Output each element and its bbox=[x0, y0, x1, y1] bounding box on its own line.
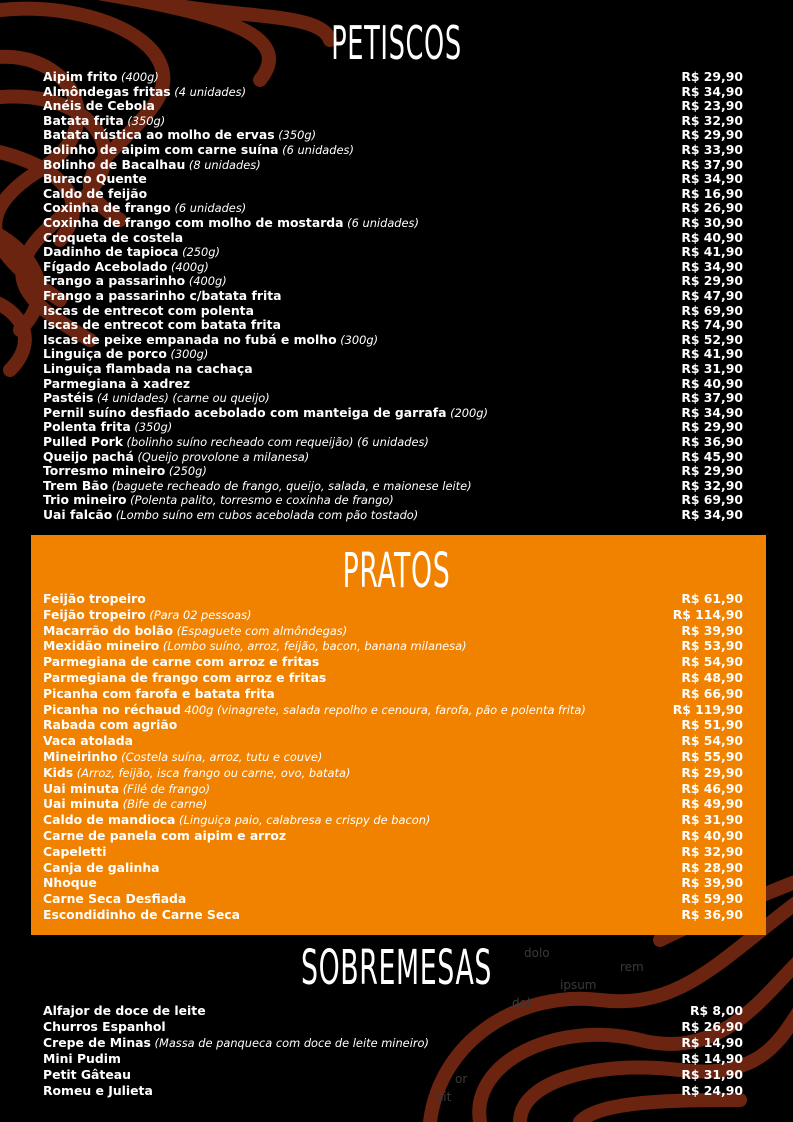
item-name-text: Frango a passarinho c/batata frita bbox=[43, 288, 282, 303]
menu-item-name bbox=[43, 1003, 206, 1019]
menu-item-name bbox=[43, 259, 209, 275]
item-name-text: Parmegiana de carne com arroz e fritas bbox=[43, 654, 320, 670]
menu-item-price: R$ 23,90 bbox=[681, 98, 743, 114]
menu-item bbox=[43, 733, 743, 749]
menu-item-name bbox=[43, 765, 350, 781]
item-note: (Polenta palito, torresmo e coxinha de frango) bbox=[126, 493, 394, 508]
menu-item-price: R$ 29,90 bbox=[681, 127, 743, 143]
menu-item-name bbox=[43, 812, 430, 828]
menu-item-name bbox=[43, 434, 429, 450]
menu-item-price: R$ 34,90 bbox=[681, 83, 743, 99]
item-name-text: Anéis de Cebola bbox=[43, 98, 155, 114]
menu-item bbox=[43, 749, 743, 765]
menu-item bbox=[43, 449, 743, 465]
menu-item-name bbox=[43, 84, 246, 100]
item-note: (Costela suína, arroz, tutu e couve) bbox=[117, 750, 323, 764]
menu-item-price: R$ 29,90 bbox=[681, 273, 743, 289]
menu-item bbox=[43, 127, 743, 143]
menu-item-price: R$ 69,90 bbox=[681, 302, 743, 318]
item-name-text: Aipim frito bbox=[43, 69, 118, 84]
item-name-text: Feijão tropeiro bbox=[43, 591, 146, 606]
item-name-text: Iscas de peixe empanada no fubá e molho bbox=[43, 331, 337, 347]
menu-item-name bbox=[43, 702, 586, 718]
menu-item-name bbox=[43, 860, 160, 876]
menu-item-price: R$ 31,90 bbox=[681, 1066, 743, 1082]
item-note: (6 unidades) bbox=[278, 143, 354, 157]
menu-item-price: R$ 40,90 bbox=[681, 828, 743, 843]
menu-item-price: R$ 26,90 bbox=[681, 1018, 743, 1034]
menu-item-price: R$ 41,90 bbox=[681, 244, 743, 260]
item-note: (6 unidades) bbox=[170, 201, 247, 216]
item-name-text: Parmegiana de frango com arroz e fritas bbox=[43, 670, 327, 685]
item-note: (350g) bbox=[274, 128, 317, 143]
menu-item-name bbox=[43, 127, 316, 143]
item-name-text: Uai minuta bbox=[43, 780, 120, 796]
item-note: (bolinho suíno recheado com requeijão) (6 unidades) bbox=[122, 435, 429, 449]
menu-item-name bbox=[43, 749, 322, 765]
menu-item bbox=[43, 1019, 743, 1035]
menu-item-price: R$ 66,90 bbox=[681, 685, 743, 701]
item-note: (Para 02 pessoas) bbox=[145, 607, 252, 622]
item-note: (8 unidades) bbox=[185, 157, 261, 172]
menu-item-price: R$ 40,90 bbox=[681, 375, 743, 391]
menu-item-name bbox=[43, 781, 210, 797]
item-name-text: Uai falcão bbox=[43, 507, 113, 522]
menu-item-name bbox=[43, 463, 207, 479]
menu-item bbox=[43, 171, 743, 187]
menu-item-price: R$ 53,90 bbox=[681, 638, 743, 654]
menu-item-name bbox=[43, 346, 208, 362]
menu-item bbox=[43, 781, 743, 797]
menu-item bbox=[43, 765, 743, 781]
menu-item-name bbox=[43, 654, 319, 670]
menu-item bbox=[43, 303, 743, 319]
item-note: (250g) bbox=[178, 245, 220, 260]
menu-item-price: R$ 29,90 bbox=[681, 463, 743, 479]
menu-item-name bbox=[43, 733, 133, 749]
menu-item bbox=[43, 686, 743, 702]
menu-item-name bbox=[43, 405, 488, 421]
item-name-text: Polenta frita bbox=[43, 419, 131, 435]
menu-item-price: R$ 32,90 bbox=[681, 112, 743, 128]
menu-item-price: R$ 36,90 bbox=[681, 907, 743, 922]
menu-item-name bbox=[43, 1051, 121, 1067]
item-name-text: Batata frita bbox=[43, 112, 124, 128]
item-name-text: Coxinha de frango bbox=[43, 200, 171, 216]
menu-item-price: R$ 45,90 bbox=[681, 448, 743, 464]
menu-item-price: R$ 31,90 bbox=[681, 361, 743, 376]
menu-item bbox=[43, 478, 743, 494]
menu-item-price: R$ 37,90 bbox=[681, 390, 743, 406]
menu-item-name bbox=[43, 390, 270, 406]
menu-item-price: R$ 61,90 bbox=[681, 591, 743, 606]
menu-item-name bbox=[43, 1083, 153, 1099]
menu-item bbox=[43, 419, 743, 435]
menu-item bbox=[43, 623, 743, 639]
menu-item-price: R$ 41,90 bbox=[681, 346, 743, 362]
menu-item bbox=[43, 390, 743, 406]
item-name-text: Pulled Pork bbox=[43, 434, 123, 449]
item-name-text: Feijão tropeiro bbox=[43, 606, 146, 622]
menu-item-price: R$ 29,90 bbox=[681, 764, 743, 780]
menu-item-price: R$ 52,90 bbox=[681, 331, 743, 347]
item-note: (baguete recheado de frango, queijo, salada, e maionese leite) bbox=[108, 478, 472, 493]
menu-item-name bbox=[43, 157, 261, 173]
menu-item-name bbox=[43, 273, 227, 289]
item-name-text: Petit Gâteau bbox=[43, 1066, 131, 1082]
menu-item bbox=[43, 1003, 743, 1019]
item-name-text: Carne Seca Desfiada bbox=[43, 891, 187, 907]
item-name-text: Croqueta de costela bbox=[43, 229, 184, 245]
item-name-text: Torresmo mineiro bbox=[43, 463, 166, 479]
menu-item-name bbox=[43, 1019, 166, 1035]
item-name-text: Linguiça flambada na cachaça bbox=[43, 361, 253, 376]
menu-item bbox=[43, 142, 743, 158]
menu-item-price: R$ 46,90 bbox=[681, 780, 743, 796]
menu-item bbox=[43, 492, 743, 508]
menu-item-price: R$ 54,90 bbox=[681, 733, 743, 749]
item-name-text: Trio mineiro bbox=[43, 492, 127, 508]
menu-item-price: R$ 24,90 bbox=[681, 1082, 743, 1098]
menu-item bbox=[43, 288, 743, 304]
menu-item-price: R$ 49,90 bbox=[681, 796, 743, 812]
item-name-text: Mineirinho bbox=[43, 749, 118, 764]
menu-item bbox=[43, 638, 743, 654]
menu-item-name bbox=[43, 492, 394, 508]
menu-item-name bbox=[43, 1035, 429, 1051]
item-name-text: Crepe de Minas bbox=[43, 1034, 151, 1050]
item-note: (350g) bbox=[123, 113, 166, 128]
item-note: (Lombo suíno, arroz, feijão, bacon, banana milanesa) bbox=[159, 639, 467, 654]
menu-item bbox=[43, 317, 743, 333]
menu-item-price: R$ 16,90 bbox=[681, 185, 743, 201]
menu-item-price: R$ 114,90 bbox=[672, 606, 743, 622]
menu-item-price: R$ 33,90 bbox=[681, 142, 743, 157]
menu-item-price: R$ 8,00 bbox=[689, 1003, 743, 1018]
menu-item-name bbox=[43, 303, 254, 319]
item-note: 400g (vinagrete, salada repolho e cenoura, farofa, pão e polenta frita) bbox=[180, 702, 586, 717]
menu-item-name bbox=[43, 376, 190, 392]
menu-item bbox=[43, 361, 743, 377]
menu-item-name bbox=[43, 69, 159, 85]
menu-item-price: R$ 32,90 bbox=[681, 843, 743, 859]
menu-item-price: R$ 37,90 bbox=[681, 156, 743, 172]
menu-item bbox=[43, 907, 743, 923]
menu-item-price: R$ 29,90 bbox=[681, 419, 743, 435]
item-name-text: Picanha com farofa e batata frita bbox=[43, 685, 275, 701]
item-note: (Lombo suíno em cubos acebolada com pão tostado) bbox=[112, 508, 419, 522]
menu-item bbox=[43, 828, 743, 844]
menu-item bbox=[43, 98, 743, 114]
watermark-text: dol bbox=[512, 996, 531, 1010]
menu-item-price: R$ 34,90 bbox=[681, 404, 743, 420]
menu-item-name bbox=[43, 317, 281, 333]
watermark-text: or bbox=[455, 1072, 468, 1086]
item-name-text: Picanha no réchaud bbox=[43, 701, 181, 717]
menu-item-price: R$ 34,90 bbox=[681, 171, 743, 187]
item-note: (250g) bbox=[165, 464, 207, 479]
menu-item-price: R$ 26,90 bbox=[681, 200, 743, 216]
item-note: (400g) bbox=[117, 70, 159, 84]
menu-item bbox=[43, 860, 743, 876]
item-name-text: Almôndegas fritas bbox=[43, 83, 171, 99]
menu-item bbox=[43, 670, 743, 686]
item-name-text: Iscas de entrecot com polenta bbox=[43, 302, 254, 318]
item-name-text: Capeletti bbox=[43, 843, 107, 859]
menu-item-price: R$ 69,90 bbox=[681, 492, 743, 508]
item-name-text: Nhoque bbox=[43, 875, 97, 891]
item-name-text: Mexidão mineiro bbox=[43, 638, 160, 654]
item-name-text: Trem Bão bbox=[43, 477, 109, 493]
menu-item-name bbox=[43, 507, 418, 523]
menu-item-price: R$ 74,90 bbox=[681, 317, 743, 333]
item-note: (4 unidades) (carne ou queijo) bbox=[93, 391, 270, 406]
menu-item-name bbox=[43, 686, 275, 702]
menu-item-name bbox=[43, 288, 282, 304]
section-title-pratos: PRATOS bbox=[342, 543, 451, 599]
menu-item-price: R$ 31,90 bbox=[681, 812, 743, 828]
item-name-text: Vaca atolada bbox=[43, 733, 133, 749]
watermark-text: ipsum bbox=[560, 978, 597, 992]
item-name-text: Mini Pudim bbox=[43, 1050, 121, 1066]
item-name-text: Churros Espanhol bbox=[43, 1018, 166, 1034]
menu-item-price: R$ 47,90 bbox=[681, 288, 743, 303]
menu-item-name bbox=[43, 171, 147, 187]
menu-item bbox=[43, 157, 743, 173]
menu-item bbox=[43, 215, 743, 231]
menu-item-name bbox=[43, 607, 252, 623]
menu-item-name bbox=[43, 638, 467, 654]
menu-item-price: R$ 30,90 bbox=[681, 215, 743, 230]
item-name-text: Carne de panela com aipim e arroz bbox=[43, 828, 287, 843]
item-note: (4 unidades) bbox=[170, 84, 247, 99]
menu-item-name bbox=[43, 907, 240, 923]
item-name-text: Iscas de entrecot com batata frita bbox=[43, 317, 281, 333]
item-name-text: Pernil suíno desfiado acebolado com manteiga de garrafa bbox=[43, 404, 447, 420]
item-note: (6 unidades) bbox=[343, 216, 419, 230]
menu-item-price: R$ 34,90 bbox=[681, 507, 743, 522]
menu-item-price: R$ 40,90 bbox=[681, 229, 743, 245]
item-name-text: Kids bbox=[43, 764, 74, 780]
item-name-text: Macarrão do bolão bbox=[43, 622, 174, 638]
menu-item-name bbox=[43, 449, 309, 465]
menu-item bbox=[43, 84, 743, 100]
item-note: (400g) bbox=[167, 259, 209, 274]
menu-item-price: R$ 59,90 bbox=[681, 891, 743, 907]
menu-item bbox=[43, 463, 743, 479]
menu-item-name bbox=[43, 623, 347, 639]
menu-item-price: R$ 29,90 bbox=[681, 69, 743, 84]
menu-item bbox=[43, 244, 743, 260]
item-note: (Massa de panqueca com doce de leite mineiro) bbox=[150, 1035, 429, 1050]
menu-item bbox=[43, 507, 743, 523]
menu-item-name bbox=[43, 230, 183, 246]
item-note: (Espaguete com almôndegas) bbox=[173, 623, 348, 638]
item-name-text: Queijo pachá bbox=[43, 448, 134, 464]
item-name-text: Batata rústica ao molho de ervas bbox=[43, 127, 275, 143]
watermark-text: rem bbox=[620, 960, 644, 974]
menu-item bbox=[43, 69, 743, 85]
menu-item-name bbox=[43, 244, 220, 260]
item-note: (Linguiça paio, calabresa e crispy de bacon) bbox=[175, 813, 431, 828]
menu-item bbox=[43, 1083, 743, 1099]
item-note: (300g) bbox=[336, 332, 379, 347]
menu-item bbox=[43, 376, 743, 392]
menu-item bbox=[43, 259, 743, 275]
menu-item-name bbox=[43, 828, 286, 844]
menu-item-name bbox=[43, 113, 165, 129]
item-note: (300g) bbox=[166, 347, 209, 362]
item-note: (200g) bbox=[446, 405, 488, 420]
section-title-petiscos: PETISCOS bbox=[331, 16, 462, 70]
menu-item-price: R$ 55,90 bbox=[681, 749, 743, 764]
item-name-text: Bolinho de aipim com carne suína bbox=[43, 142, 279, 157]
menu-item-price: R$ 28,90 bbox=[681, 859, 743, 875]
menu-item-name bbox=[43, 419, 172, 435]
menu-item-price: R$ 39,90 bbox=[681, 875, 743, 891]
item-note: (350g) bbox=[130, 420, 173, 435]
menu-item-name bbox=[43, 200, 246, 216]
item-name-text: Romeu e Julieta bbox=[43, 1082, 153, 1098]
menu-item-name bbox=[43, 1067, 131, 1083]
item-name-text: Dadinho de tapioca bbox=[43, 244, 179, 260]
menu-item-name bbox=[43, 875, 97, 891]
menu-item-price: R$ 39,90 bbox=[681, 622, 743, 638]
menu-item bbox=[43, 591, 743, 607]
menu-item-price: R$ 119,90 bbox=[672, 701, 743, 717]
item-note: (Filé de frango) bbox=[119, 781, 211, 796]
menu-item-name bbox=[43, 186, 147, 202]
menu-item bbox=[43, 332, 743, 348]
menu-item-name bbox=[43, 98, 155, 114]
section-title-sobremesas: SOBREMESAS bbox=[300, 940, 493, 996]
menu-item bbox=[43, 607, 743, 623]
menu-item-name bbox=[43, 591, 146, 607]
menu-item-name bbox=[43, 215, 419, 231]
menu-item-price: R$ 54,90 bbox=[681, 654, 743, 670]
item-name-text: Bolinho de Bacalhau bbox=[43, 156, 186, 172]
menu-item bbox=[43, 891, 743, 907]
item-name-text: Coxinha de frango com molho de mostarda bbox=[43, 215, 344, 230]
item-name-text: Fígado Acebolado bbox=[43, 258, 168, 274]
menu-item-price: R$ 36,90 bbox=[681, 434, 743, 449]
item-note: (400g) bbox=[185, 274, 227, 289]
menu-item-name bbox=[43, 891, 186, 907]
item-name-text: Rabada com agrião bbox=[43, 717, 178, 733]
menu-item bbox=[43, 273, 743, 289]
item-name-text: Caldo de mandioca bbox=[43, 812, 176, 828]
menu-item-price: R$ 51,90 bbox=[681, 717, 743, 733]
menu-item bbox=[43, 1035, 743, 1051]
menu-item-price: R$ 34,90 bbox=[681, 258, 743, 274]
watermark-text: dolo bbox=[524, 946, 550, 960]
menu-item-price: R$ 14,90 bbox=[681, 1034, 743, 1050]
menu-item bbox=[43, 717, 743, 733]
item-name-text: Escondidinho de Carne Seca bbox=[43, 907, 240, 922]
item-note: (Queijo provolone a milanesa) bbox=[133, 449, 310, 464]
item-name-text: Pastéis bbox=[43, 390, 94, 406]
menu-item-price: R$ 32,90 bbox=[681, 477, 743, 493]
menu-item-name bbox=[43, 844, 106, 860]
item-name-text: Parmegiana à xadrez bbox=[43, 375, 191, 391]
watermark-text: sit bbox=[437, 1090, 452, 1104]
menu-item bbox=[43, 1051, 743, 1067]
menu-item bbox=[43, 844, 743, 860]
item-name-text: Frango a passarinho bbox=[43, 273, 186, 289]
item-note: (Bife de carne) bbox=[119, 797, 208, 812]
menu-item bbox=[43, 230, 743, 246]
menu-item bbox=[43, 434, 743, 450]
menu-item-price: R$ 14,90 bbox=[681, 1050, 743, 1066]
menu-item-name bbox=[43, 361, 253, 377]
menu-item bbox=[43, 702, 743, 718]
item-name-text: Uai minuta bbox=[43, 796, 120, 812]
menu-item-price: R$ 48,90 bbox=[681, 670, 743, 685]
menu-item bbox=[43, 113, 743, 129]
menu-item bbox=[43, 1067, 743, 1083]
menu-item-name bbox=[43, 796, 207, 812]
menu-item bbox=[43, 812, 743, 828]
item-name-text: Alfajor de doce de leite bbox=[43, 1003, 206, 1018]
menu-item bbox=[43, 654, 743, 670]
menu-item-name bbox=[43, 478, 472, 494]
item-name-text: Linguiça de porco bbox=[43, 346, 167, 362]
item-name-text: Buraco Quente bbox=[43, 171, 147, 187]
menu-item bbox=[43, 346, 743, 362]
menu-item bbox=[43, 405, 743, 421]
item-name-text: Canja de galinha bbox=[43, 859, 160, 875]
menu-item bbox=[43, 186, 743, 202]
menu-item bbox=[43, 200, 743, 216]
menu-item bbox=[43, 875, 743, 891]
menu-item bbox=[43, 796, 743, 812]
menu-item-name bbox=[43, 332, 378, 348]
item-name-text: Caldo de feijão bbox=[43, 185, 148, 201]
menu-item-name bbox=[43, 142, 354, 158]
menu-item-name bbox=[43, 717, 177, 733]
item-note: (Arroz, feijão, isca frango ou carne, ovo, batata) bbox=[73, 765, 351, 780]
menu-item-name bbox=[43, 670, 326, 686]
